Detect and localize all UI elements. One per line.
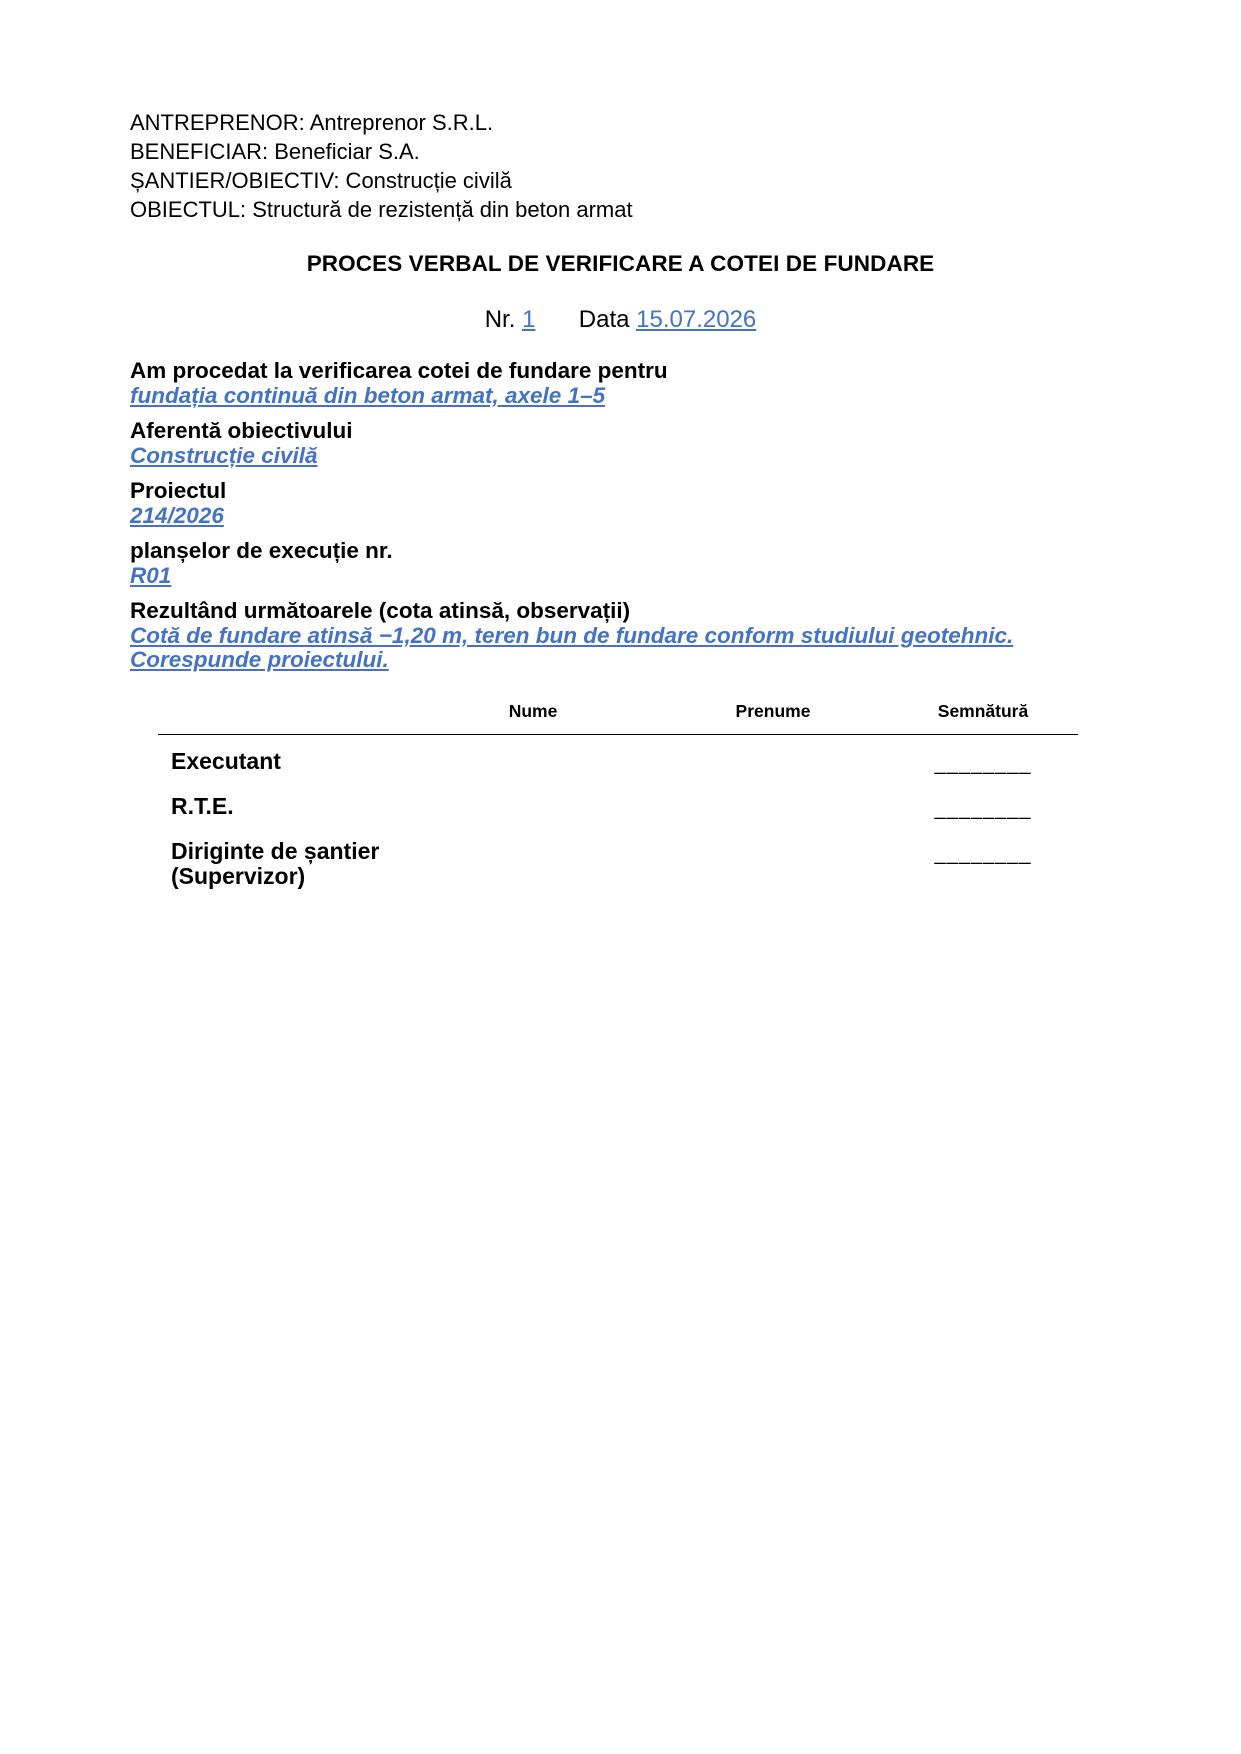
fields-section <box>130 358 1130 682</box>
table-row <box>158 821 1078 889</box>
signature-table <box>158 696 1078 889</box>
header-nume: Nume <box>408 696 658 735</box>
nume-cell[interactable] <box>408 776 658 821</box>
data-label: Data <box>578 306 630 333</box>
field-value[interactable]: Construcție civilă <box>130 443 318 468</box>
role-cell: R.T.E. <box>171 793 234 819</box>
nume-cell[interactable] <box>408 821 658 889</box>
nr-label: Nr. <box>484 306 516 333</box>
nume-cell[interactable] <box>408 735 658 777</box>
header-semnatura: Semnătură <box>888 696 1078 735</box>
field-object <box>130 358 1130 408</box>
header-block <box>130 108 633 224</box>
nr-value[interactable]: 1 <box>522 306 536 333</box>
field-project <box>130 478 1130 528</box>
header-role <box>158 696 408 735</box>
header-prenume: Prenume <box>658 696 888 735</box>
field-label: planșelor de execuție nr. <box>130 538 393 563</box>
field-objective <box>130 418 1130 468</box>
field-label: Rezultând următoarele (cota atinsă, observații) <box>130 598 631 623</box>
signature-line[interactable]: ________ <box>934 798 1032 820</box>
field-drawings <box>130 538 1130 588</box>
field-value[interactable]: R01 <box>130 563 172 588</box>
field-label: Aferentă obiectivului <box>130 418 353 443</box>
antreprenor-line: ANTREPRENOR: Antreprenor S.R.L. <box>130 110 494 135</box>
table-row <box>158 735 1078 777</box>
field-value[interactable]: Cotă de fundare atinsă −1,20 m, teren bun de fundare conform studiului geotehnic. Corespunde proiectului. <box>130 623 1014 672</box>
field-value[interactable]: 214/2026 <box>130 503 224 528</box>
table-row <box>158 776 1078 821</box>
field-results <box>130 598 1130 672</box>
prenume-cell[interactable] <box>658 735 888 777</box>
field-label: Am procedat la verificarea cotei de fundare pentru <box>130 358 668 383</box>
data-value[interactable]: 15.07.2026 <box>636 306 757 333</box>
santier-line: ȘANTIER/OBIECTIV: Construcție civilă <box>130 168 512 193</box>
signature-line[interactable]: ________ <box>934 753 1032 775</box>
obiectul-line: OBIECTUL: Structură de rezistență din beton armat <box>130 197 633 222</box>
beneficiar-line: BENEFICIAR: Beneficiar S.A. <box>130 139 420 164</box>
signature-line[interactable]: ________ <box>934 843 1032 865</box>
signature-table-header <box>158 696 1078 735</box>
role-cell: Diriginte de șantier (Supervizor) <box>171 838 380 889</box>
prenume-cell[interactable] <box>658 776 888 821</box>
field-value[interactable]: fundația continuă din beton armat, axele 1–5 <box>130 383 606 408</box>
role-cell: Executant <box>171 748 281 774</box>
prenume-cell[interactable] <box>658 821 888 889</box>
document-title: PROCES VERBAL DE VERIFICARE A COTEI DE FUNDARE <box>306 251 935 276</box>
number-date-line <box>0 306 1241 334</box>
field-label: Proiectul <box>130 478 227 503</box>
